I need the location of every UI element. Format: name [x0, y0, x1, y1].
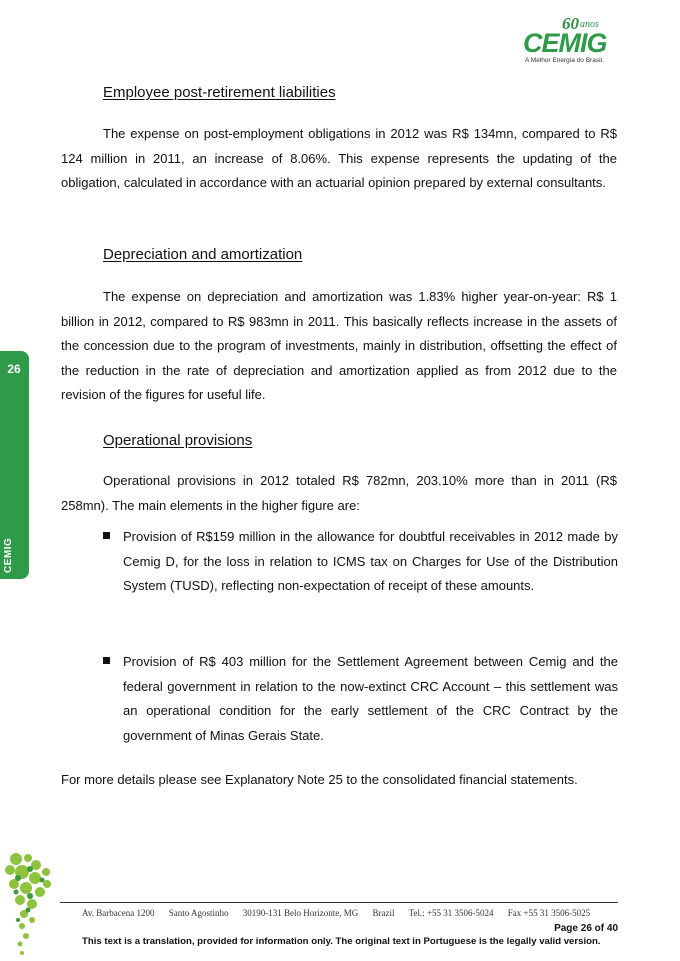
heading-post-retirement: Employee post-retirement liabilities [103, 84, 336, 101]
side-tab-label: CEMIG [3, 537, 14, 573]
logo-anniversary: 60 [562, 14, 579, 33]
bullet-square-icon [103, 532, 110, 539]
logo-tagline: A Melhor Energia do Brasil. [525, 57, 604, 64]
footer-address [82, 908, 602, 918]
closing-paragraph: For more details please see Explanatory Note 25 to the consolidated financial statements. [61, 772, 578, 787]
list-item [103, 650, 618, 748]
paragraph-depreciation: The expense on depreciation and amortization was 1.83% higher year-on-year: R$ 1 billion in 2012, compared to R$ 983mn in 2011. This basically reflects increase in the assets of the concession due to the program of investments, mainly in distribution, offsetting the effect of the reduction in the rate of depreciation and amortization applied as from 2012 due to the revision of the figures for useful life. [61, 289, 617, 402]
footer-district: Santo Agostinho [168, 908, 229, 918]
footer-fax: Fax +55 31 3506-5025 [507, 908, 591, 918]
side-page-tab [0, 351, 29, 579]
translation-disclaimer: This text is a translation, provided for information only. The original text in Portuguese is the legally valid version. [82, 936, 601, 947]
logo-wordmark: CEMIG [523, 28, 607, 58]
footer-street: Av. Barbacena 1200 [82, 908, 155, 918]
footer-country: Brazil [372, 908, 395, 918]
paragraph-operational-provisions: Operational provisions in 2012 totaled R$ 782mn, 203.10% more than in 2011 (R$ 258mn). The main elements in the higher figure are: [61, 473, 617, 513]
bullet-text: Provision of R$ 403 million for the Settlement Agreement between Cemig and the federal government in relation to the now-extinct CRC Account – this settlement was an operational condition for the early settlement of the CRC Contract by the government of Minas Gerais State. [123, 654, 618, 743]
side-page-number: 26 [7, 362, 21, 376]
footer-phone: Tel.: +55 31 3506-5024 [408, 908, 494, 918]
globe-dots-icon [2, 850, 54, 961]
paragraph-post-retirement: The expense on post-employment obligations in 2012 was R$ 134mn, compared to R$ 124 million in 2011, an increase of 8.06%. This expense represents the updating of the obligation, calculated in accordance with an actuarial opinion prepared by external consultants. [61, 126, 617, 190]
footer-divider [60, 902, 618, 903]
page-number: Page 26 of 40 [554, 923, 618, 934]
list-item [103, 525, 618, 599]
footer-city: 30190-131 Belo Horizonte, MG [242, 908, 359, 918]
bullet-text: Provision of R$159 million in the allowance for doubtful receivables in 2012 made by Cemig D, for the loss in relation to ICMS tax on Charges for Use of the Distribution System (TUSD), reflecting non-expectation of receipt of these amounts. [123, 529, 618, 593]
logo-anniversary-suffix: anos [580, 19, 599, 30]
cemig-logo [518, 14, 618, 66]
heading-operational-provisions: Operational provisions [103, 432, 253, 449]
bullet-square-icon [103, 657, 110, 664]
heading-depreciation: Depreciation and amortization [103, 246, 303, 263]
